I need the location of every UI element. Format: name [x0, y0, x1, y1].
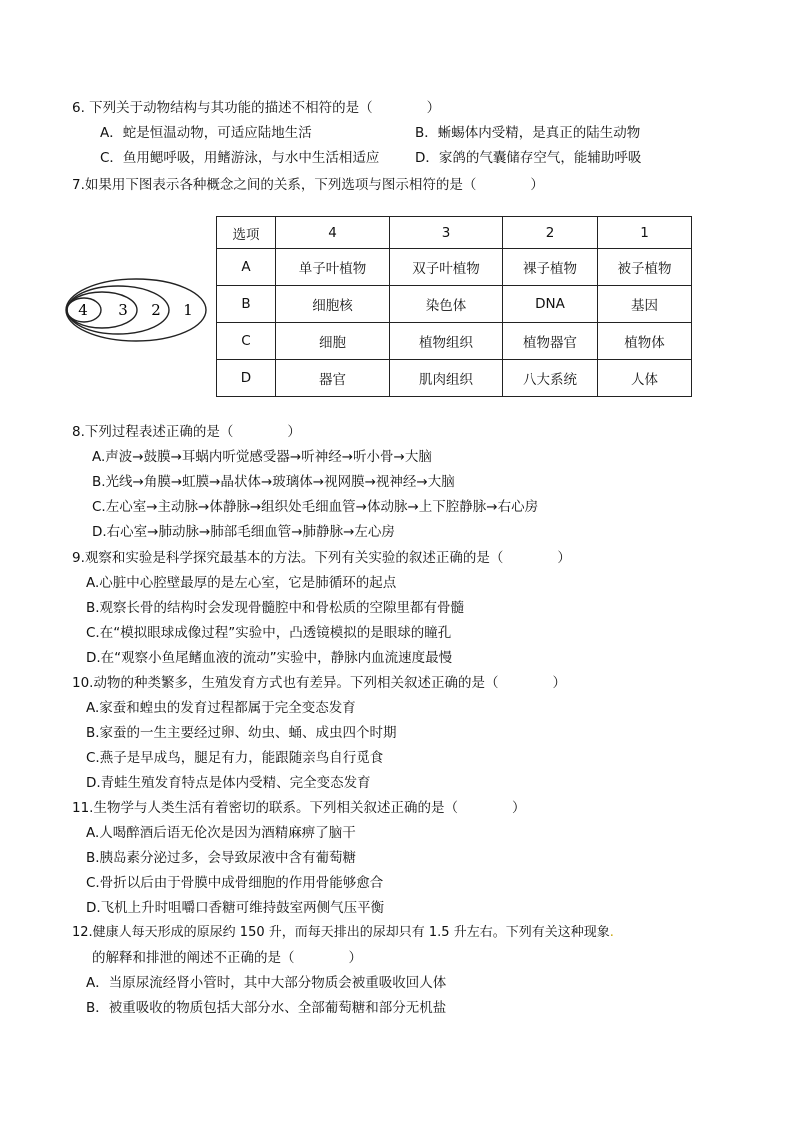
table-header-cell: 3 — [390, 217, 503, 249]
table-cell: 植物组织 — [390, 323, 503, 360]
diagram-label-4: 4 — [78, 301, 88, 319]
q11-option-d: D.飞机上升时咀嚼口香糖可维持鼓室两侧气压平衡 — [86, 900, 385, 916]
q7-options-table — [216, 216, 692, 397]
q12-option-a: A．当原尿流经肾小管时，其中大部分物质会被重吸收回人体 — [86, 975, 447, 991]
q11-option-c: C.骨折以后由于骨膜中成骨细胞的作用骨能够愈合 — [86, 875, 384, 891]
table-cell: 细胞核 — [276, 286, 390, 323]
table-header-row — [217, 217, 692, 249]
table-cell: C — [217, 323, 276, 360]
table-header-cell: 4 — [276, 217, 390, 249]
q7-concept-diagram — [64, 277, 209, 343]
table-header-cell: 2 — [503, 217, 598, 249]
table-cell: DNA — [503, 286, 598, 323]
table-cell: 双子叶植物 — [390, 249, 503, 286]
table-header-cell: 1 — [598, 217, 692, 249]
q6-stem: 6. 下列关于动物结构与其功能的描述不相符的是（ ） — [72, 100, 441, 116]
q6-option-d: D．家鸽的气囊储存空气，能辅助呼吸 — [415, 150, 642, 166]
q10-stem: 10.动物的种类繁多，生殖发育方式也有差异。下列相关叙述正确的是（ ） — [72, 675, 566, 691]
table-cell: 染色体 — [390, 286, 503, 323]
q8-option-b: B.光线→角膜→虹膜→晶状体→玻璃体→视网膜→视神经→大脑 — [92, 474, 455, 490]
q9-stem: 9.观察和实验是科学探究最基本的方法。下列有关实验的叙述正确的是（ ） — [72, 550, 571, 566]
q10-option-c: C.燕子是早成鸟，腿足有力，能跟随亲鸟自行觅食 — [86, 750, 384, 766]
q12-stem-line1 — [72, 923, 614, 943]
diagram-label-1: 1 — [183, 301, 193, 319]
table-cell: 植物体 — [598, 323, 692, 360]
diagram-label-2: 2 — [151, 301, 161, 319]
q9-option-d: D.在“观察小鱼尾鳍血液的流动”实验中，静脉内血流速度最慢 — [86, 650, 453, 666]
q9-option-b: B.观察长骨的结构时会发现骨髓腔中和骨松质的空隙里都有骨髓 — [86, 600, 465, 616]
table-header-cell: 选项 — [217, 217, 276, 249]
q12-stem-text: 12.健康人每天形成的原尿约 150 升，而每天排出的尿却只有 1.5 升左右。下列有关这种现象 — [72, 925, 610, 940]
q12-stem-dot: . — [609, 925, 614, 940]
q10-option-b: B.家蚕的一生主要经过卵、幼虫、蛹、成虫四个时期 — [86, 725, 397, 741]
table-row — [217, 249, 692, 286]
q11-option-a: A.人喝醉酒后语无伦次是因为酒精麻痹了脑干 — [86, 825, 356, 841]
diagram-label-3: 3 — [118, 301, 128, 319]
q11-option-b: B.胰岛素分泌过多，会导致尿液中含有葡萄糖 — [86, 850, 357, 866]
q10-option-a: A.家蚕和蝗虫的发育过程都属于完全变态发育 — [86, 700, 356, 716]
table-cell: 器官 — [276, 360, 390, 397]
q8-option-a: A.声波→鼓膜→耳蜗内听觉感受器→听神经→听小骨→大脑 — [92, 449, 432, 465]
q6-option-b: B．蜥蜴体内受精，是真正的陆生动物 — [415, 125, 641, 141]
table-cell: 植物器官 — [503, 323, 598, 360]
table-cell: A — [217, 249, 276, 286]
table-row — [217, 323, 692, 360]
table-row — [217, 286, 692, 323]
q12-stem-line2: 的解释和排泄的阐述不正确的是（ ） — [92, 950, 362, 966]
q10-option-d: D.青蛙生殖发育特点是体内受精、完全变态发育 — [86, 775, 371, 791]
table-cell: B — [217, 286, 276, 323]
q9-option-c: C.在“模拟眼球成像过程”实验中，凸透镜模拟的是眼球的瞳孔 — [86, 625, 452, 641]
q8-option-d: D.右心室→肺动脉→肺部毛细血管→肺静脉→左心房 — [92, 524, 395, 540]
q11-stem: 11.生物学与人类生活有着密切的联系。下列相关叙述正确的是（ ） — [72, 800, 526, 816]
table-cell: 裸子植物 — [503, 249, 598, 286]
q7-stem: 7.如果用下图表示各种概念之间的关系，下列选项与图示相符的是（ ） — [72, 177, 544, 193]
q9-option-a: A.心脏中心腔壁最厚的是左心室，它是肺循环的起点 — [86, 575, 397, 591]
q12-option-b: B．被重吸收的物质包括大部分水、全部葡萄糖和部分无机盐 — [86, 1000, 447, 1016]
table-cell: 单子叶植物 — [276, 249, 390, 286]
q8-stem: 8.下列过程表述正确的是（ ） — [72, 424, 301, 440]
q6-option-a: A．蛇是恒温动物，可适应陆地生活 — [100, 125, 312, 141]
table-cell: D — [217, 360, 276, 397]
table-cell: 被子植物 — [598, 249, 692, 286]
q8-option-c: C.左心室→主动脉→体静脉→组织处毛细血管→体动脉→上下腔静脉→右心房 — [92, 499, 539, 515]
table-cell: 细胞 — [276, 323, 390, 360]
table-cell: 人体 — [598, 360, 692, 397]
table-cell: 基因 — [598, 286, 692, 323]
table-cell: 肌肉组织 — [390, 360, 503, 397]
q6-option-c: C．鱼用鳃呼吸，用鳍游泳，与水中生活相适应 — [100, 150, 380, 166]
table-row — [217, 360, 692, 397]
table-cell: 八大系统 — [503, 360, 598, 397]
